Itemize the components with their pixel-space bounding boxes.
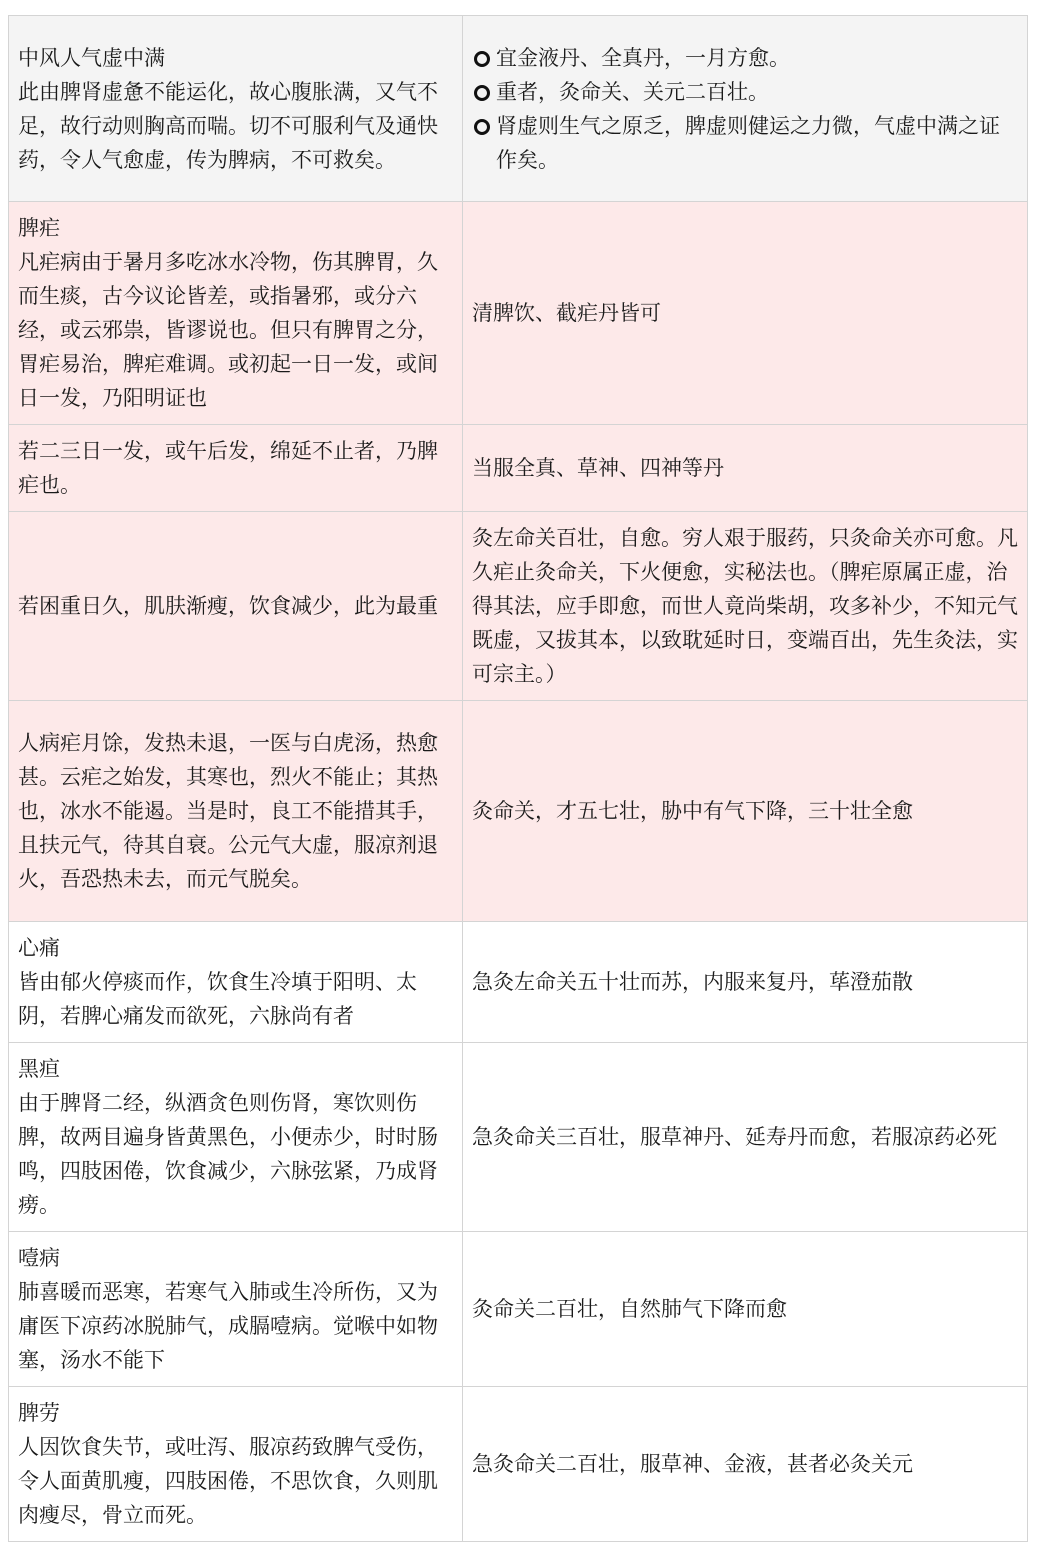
table-row (9, 512, 1028, 701)
list-item (472, 41, 1018, 75)
condition-title: 黑疸 (18, 1057, 60, 1081)
condition-description: 皆由郁火停痰而作，饮食生冷填于阳明、太阴，若脾心痛发而欲死，六脉尚有者 (18, 970, 417, 1028)
treatment-table (8, 15, 1028, 1542)
condition-title: 噎病 (18, 1246, 60, 1270)
condition-description: 凡疟病由于暑月多吃冰水冷物，伤其脾胃，久而生痰，古今议论皆差，或指暑邪，或分六经，或云邪祟，皆谬说也。但只有脾胃之分，胃疟易治，脾疟难调。或初起一日一发，或间日一发，乃阳明证也 (18, 250, 438, 410)
table-row (9, 16, 1028, 202)
treatment-cell: 急灸命关二百壮，服草神、金液，甚者必灸关元 (463, 1387, 1028, 1542)
table-row (9, 701, 1028, 922)
treatment-cell: 灸左命关百壮，自愈。穷人艰于服药，只灸命关亦可愈。凡久疟止灸命关，下火便愈，实秘法也。（脾疟原属正虚，治得其法，应手即愈，而世人竟尚柴胡，攻多补少，不知元气既虚，又拔其本，以致耽延时日，变端百出，先生灸法，实可宗主。） (463, 512, 1028, 701)
list-item (472, 75, 1018, 109)
treatment-cell: 灸命关，才五七壮，胁中有气下降，三十壮全愈 (463, 701, 1028, 922)
treatment-list (472, 41, 1018, 177)
condition-cell (9, 922, 463, 1043)
condition-description: 人病疟月馀，发热未退，一医与白虎汤，热愈甚。云疟之始发，其寒也，烈火不能止；其热也，冰水不能遏。当是时，良工不能措其手，且扶元气，待其自衰。公元气大虚，服凉剂退火，吾恐热未去，而元气脱矣。 (18, 731, 438, 891)
condition-title: 心痛 (18, 936, 60, 960)
condition-cell (9, 202, 463, 425)
condition-cell (9, 512, 463, 701)
circle-bullet-icon (474, 119, 490, 135)
condition-cell (9, 1232, 463, 1387)
treatment-text: 重者，灸命关、关元二百壮。 (496, 79, 769, 104)
condition-cell (9, 425, 463, 512)
table-row (9, 425, 1028, 512)
table-row (9, 1232, 1028, 1387)
circle-bullet-icon (474, 85, 490, 101)
condition-description: 人因饮食失节，或吐泻、服凉药致脾气受伤，令人面黄肌瘦，四肢困倦，不思饮食，久则肌肉瘦尽，骨立而死。 (18, 1435, 438, 1527)
condition-title: 脾劳 (18, 1401, 60, 1425)
treatment-cell (463, 16, 1028, 202)
list-item (472, 109, 1018, 177)
table-row (9, 1387, 1028, 1542)
condition-description: 由于脾肾二经，纵酒贪色则伤肾，寒饮则伤脾，故两目遍身皆黄黑色，小便赤少，时时肠鸣，四肢困倦，饮食减少，六脉弦紧，乃成肾痨。 (18, 1091, 438, 1217)
condition-cell (9, 1387, 463, 1542)
treatment-cell: 急灸左命关五十壮而苏，内服来复丹，荜澄茄散 (463, 922, 1028, 1043)
table-row (9, 922, 1028, 1043)
treatment-cell: 急灸命关三百壮，服草神丹、延寿丹而愈，若服凉药必死 (463, 1043, 1028, 1232)
condition-cell (9, 701, 463, 922)
document-table-wrapper (8, 15, 1027, 1542)
circle-bullet-icon (474, 51, 490, 67)
treatment-cell: 灸命关二百壮，自然肺气下降而愈 (463, 1232, 1028, 1387)
treatment-text: 肾虚则生气之原乏，脾虚则健运之力微，气虚中满之证作矣。 (496, 113, 1000, 172)
treatment-cell: 清脾饮、截疟丹皆可 (463, 202, 1028, 425)
condition-cell (9, 16, 463, 202)
condition-description: 若二三日一发，或午后发，绵延不止者，乃脾疟也。 (18, 439, 438, 497)
condition-description: 肺喜暖而恶寒，若寒气入肺或生冷所伤，又为庸医下凉药冰脱肺气，成膈噎病。觉喉中如物塞，汤水不能下 (18, 1280, 438, 1372)
condition-title: 脾疟 (18, 216, 60, 240)
condition-title: 中风人气虚中满 (18, 45, 165, 70)
condition-description: 若困重日久，肌肤渐瘦，饮食减少，此为最重 (18, 594, 438, 618)
table-row (9, 1043, 1028, 1232)
condition-cell (9, 1043, 463, 1232)
condition-description: 此由脾肾虚惫不能运化，故心腹胀满，又气不足，故行动则胸高而喘。切不可服利气及通快药，令人气愈虚，传为脾病，不可救矣。 (18, 79, 438, 172)
treatment-text: 宜金液丹、全真丹，一月方愈。 (496, 45, 790, 70)
table-row (9, 202, 1028, 425)
treatment-cell: 当服全真、草神、四神等丹 (463, 425, 1028, 512)
